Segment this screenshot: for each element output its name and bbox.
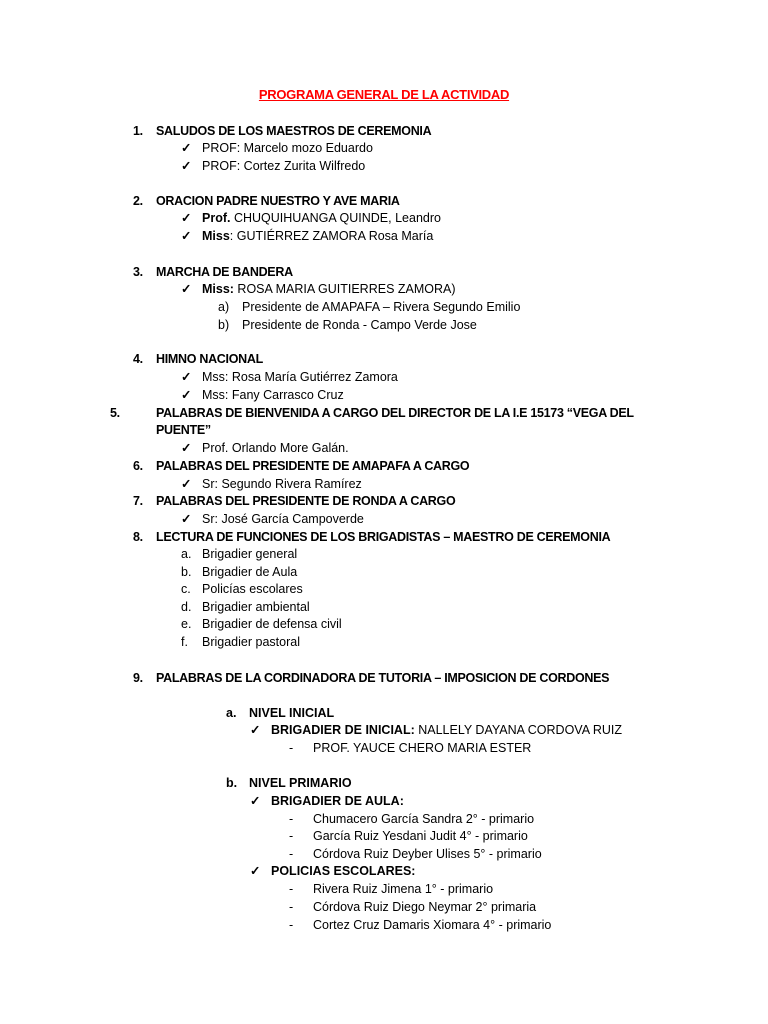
section-heading-9: 9. PALABRAS DE LA CORDINADORA DE TUTORIA – IMPOSICION DE CORDONES xyxy=(133,671,610,685)
check-icon: ✓ xyxy=(181,159,192,173)
list-item: f. Brigadier pastoral xyxy=(181,635,300,649)
check-icon: ✓ xyxy=(181,512,192,526)
list-item: - Rivera Ruiz Jimena 1° - primario xyxy=(289,882,494,896)
check-icon: ✓ xyxy=(181,141,192,155)
section-heading-6: 6. PALABRAS DEL PRESIDENTE DE AMAPAFA A CARGO xyxy=(133,459,470,473)
level-heading: a. NIVEL INICIAL xyxy=(226,706,335,720)
check-icon: ✓ xyxy=(250,864,261,878)
list-item: - Córdova Ruiz Deyber Ulises 5° - primario xyxy=(289,847,542,861)
list-item: - García Ruiz Yesdani Judit 4° - primario xyxy=(289,829,528,843)
check-item: ✓ PROF: Cortez Zurita Wilfredo xyxy=(181,159,366,173)
section-heading-5: 5. PALABRAS DE BIENVENIDA A CARGO DEL DIRECTOR DE LA I.E 15173 “VEGA DEL PUENTE” xyxy=(110,406,634,437)
check-item: ✓ Prof. Orlando More Galán. xyxy=(181,441,349,455)
check-item: ✓ BRIGADIER DE INICIAL: NALLELY DAYANA CORDOVA RUIZ xyxy=(250,723,622,737)
check-item: ✓ Sr: Segundo Rivera Ramírez xyxy=(181,477,362,491)
check-icon: ✓ xyxy=(181,388,192,402)
check-icon: ✓ xyxy=(181,477,192,491)
check-item: ✓ PROF: Marcelo mozo Eduardo xyxy=(181,141,373,155)
document-title: PROGRAMA GENERAL DE LA ACTIVIDAD xyxy=(258,87,510,102)
list-item: c. Policías escolares xyxy=(181,582,303,596)
check-item: ✓ Prof. CHUQUIHUANGA QUINDE, Leandro xyxy=(181,211,441,225)
list-item: b. Brigadier de Aula xyxy=(181,565,298,579)
check-icon: ✓ xyxy=(181,282,192,296)
level-heading: b. NIVEL PRIMARIO xyxy=(226,776,352,790)
check-item: ✓ Mss: Rosa María Gutiérrez Zamora xyxy=(181,370,398,384)
section-heading-2: 2. ORACION PADRE NUESTRO Y AVE MARIA xyxy=(133,194,400,208)
check-item: ✓ Miss: GUTIÉRREZ ZAMORA Rosa María xyxy=(181,229,434,243)
section-heading-4: 4. HIMNO NACIONAL xyxy=(133,352,263,366)
list-item: a) Presidente de AMAPAFA – Rivera Segundo Emilio xyxy=(218,300,521,314)
list-item: a. Brigadier general xyxy=(181,547,298,561)
list-item: - Cortez Cruz Damaris Xiomara 4° - primario xyxy=(289,918,552,932)
check-item: ✓ POLICIAS ESCOLARES: xyxy=(250,864,416,878)
check-item: ✓ Sr: José García Campoverde xyxy=(181,512,364,526)
list-item: - PROF. YAUCE CHERO MARIA ESTER xyxy=(289,741,532,755)
list-item: - Córdova Ruiz Diego Neymar 2° primaria xyxy=(289,900,537,914)
check-icon: ✓ xyxy=(181,441,192,455)
section-heading-8: 8. LECTURA DE FUNCIONES DE LOS BRIGADISTAS – MAESTRO DE CEREMONIA xyxy=(133,530,611,544)
check-icon: ✓ xyxy=(181,211,192,225)
section-heading-1: 1. SALUDOS DE LOS MAESTROS DE CEREMONIA xyxy=(133,124,432,138)
list-item: b) Presidente de Ronda - Campo Verde Jose xyxy=(218,318,477,332)
check-item: ✓ Miss: ROSA MARIA GUITIERRES ZAMORA) xyxy=(181,282,456,296)
check-item: ✓ Mss: Fany Carrasco Cruz xyxy=(181,388,344,402)
check-item: ✓ BRIGADIER DE AULA: xyxy=(250,794,404,808)
section-heading-3: 3. MARCHA DE BANDERA xyxy=(133,265,293,279)
list-item: e. Brigadier de defensa civil xyxy=(181,617,342,631)
list-item: - Chumacero García Sandra 2° - primario xyxy=(289,812,535,826)
check-icon: ✓ xyxy=(250,794,261,808)
check-icon: ✓ xyxy=(181,370,192,384)
check-icon: ✓ xyxy=(250,723,261,737)
list-item: d. Brigadier ambiental xyxy=(181,600,310,614)
check-icon: ✓ xyxy=(181,229,192,243)
section-heading-7: 7. PALABRAS DEL PRESIDENTE DE RONDA A CARGO xyxy=(133,494,456,508)
